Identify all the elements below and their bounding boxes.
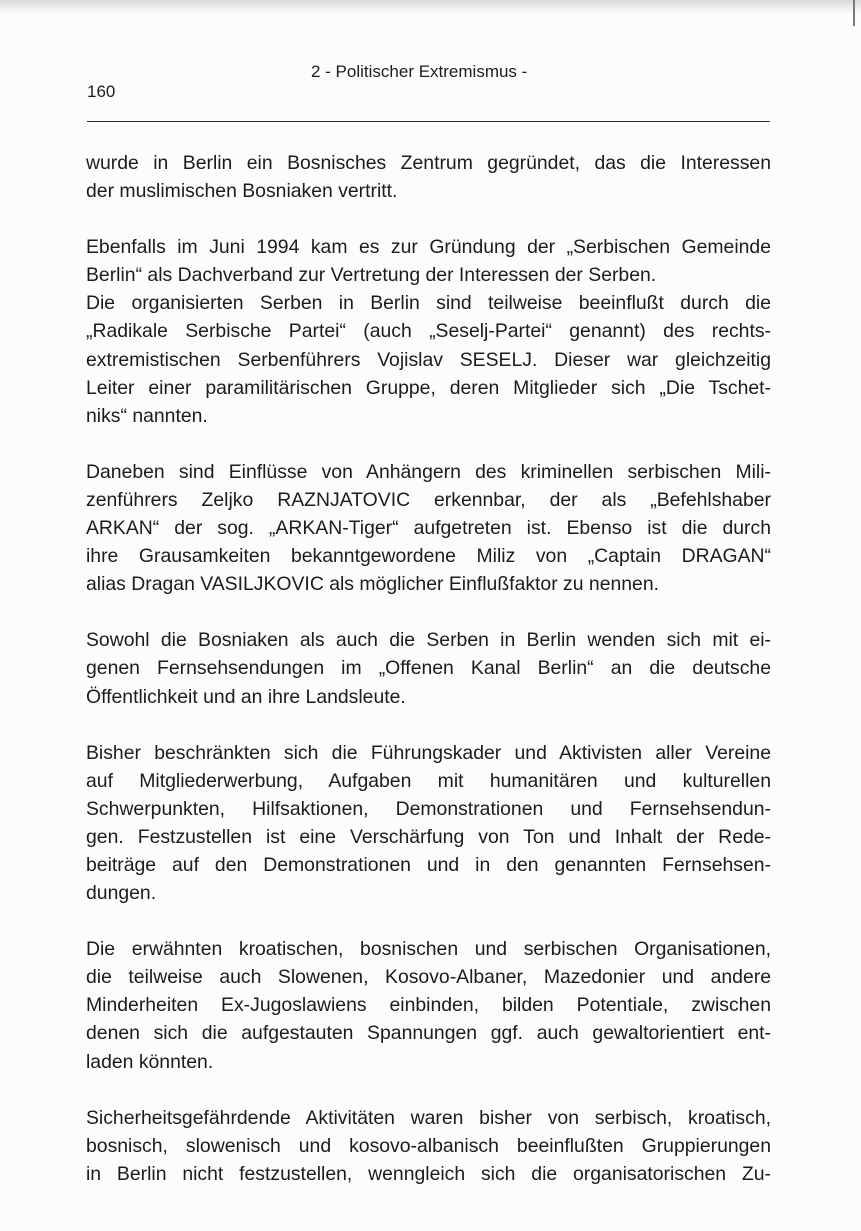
text-line: Daneben sind Einflüsse von Anhängern des kriminellen serbischen Mili- [86,460,771,483]
text-line: der muslimischen Bosniaken vertritt. [86,180,398,203]
header-rule [87,121,770,122]
text-line: Die erwähnten kroatischen, bosnischen und serbischen Organisationen, [86,938,771,961]
paragraph [86,458,771,598]
text-line: genen Fernsehsendungen im „Offenen Kanal Berlin“ an die deutsche [86,657,771,680]
text-line: alias Dragan VASILJKOVIC als möglicher Einflußfaktor zu nennen. [86,573,660,596]
text-line: die teilweise auch Slowenen, Kosovo-Albaner, Mazedonier und andere [86,966,771,989]
text-line: beiträge auf den Demonstrationen und in den genannten Fernsehsen- [86,853,771,876]
scan-edge-mark [853,0,855,26]
paragraph [86,935,771,1075]
paragraph [86,233,771,430]
text-line: Berlin“ als Dachverband zur Vertretung der Interessen der Serben. [86,264,657,287]
text-line: gen. Festzustellen ist eine Verschärfung von Ton und Inhalt der Rede- [86,825,771,848]
page-number: 160 [87,82,116,101]
text-line: in Berlin nicht festzustellen, wenngleich sich die organisatorischen Zu- [86,1162,771,1185]
text-line: bosnisch, slowenisch und kosovo-albanisch beeinflußten Gruppierungen [86,1134,771,1157]
text-line: ARKAN“ der sog. „ARKAN-Tiger“ aufgetreten ist. Ebenso ist die durch [86,517,771,540]
body-text [86,149,771,1216]
text-line: auf Mitgliederwerbung, Aufgaben mit humanitären und kulturellen [86,769,771,792]
running-header-title: 2 - Politischer Extremismus - [311,62,528,81]
text-line: Sicherheitsgefährdende Aktivitäten waren bisher von serbisch, kroatisch, [86,1106,771,1129]
text-line: dungen. [86,882,157,905]
text-line: Öffentlichkeit und an ihre Landsleute. [86,685,406,708]
text-line: „Radikale Serbische Partei“ (auch „Seselj-Partei“ genannt) des rechts- [86,320,771,343]
text-line: zenführers Zeljko RAZNJATOVIC erkennbar, der als „Befehlshaber [86,488,771,511]
paragraph [86,149,771,205]
paragraph [86,626,771,710]
text-line: Schwerpunkten, Hilfsaktionen, Demonstrationen und Fernsehsendun- [86,797,771,820]
text-line: wurde in Berlin ein Bosnisches Zentrum gegründet, das die Interessen [86,152,771,174]
scan-shadow-top [0,0,861,14]
text-line: Die organisierten Serben in Berlin sind teilweise beeinflußt durch die [86,292,771,315]
text-line: Sowohl die Bosniaken als auch die Serben in Berlin wenden sich mit ei- [86,629,771,652]
text-line: niks“ nannten. [86,404,208,427]
text-line: Bisher beschränkten sich die Führungskader und Aktivisten aller Vereine [86,741,771,764]
text-line: denen sich die aufgestauten Spannungen ggf. auch gewaltorientiert ent- [86,1022,771,1045]
text-line: extremistischen Serbenführers Vojislav SESELJ. Dieser war gleichzeitig [86,348,771,371]
paragraph [86,739,771,908]
text-line: Minderheiten Ex-Jugoslawiens einbinden, bilden Potentiale, zwischen [86,994,771,1017]
text-line: Ebenfalls im Juni 1994 kam es zur Gründung der „Serbischen Gemeinde [86,236,771,259]
paragraph [86,1104,771,1188]
text-line: ihre Grausamkeiten bekanntgewordene Miliz von „Captain DRAGAN“ [86,545,771,568]
text-line: laden könnten. [86,1050,214,1073]
text-line: Leiter einer paramilitärischen Gruppe, deren Mitglieder sich „Die Tschet- [86,376,771,399]
